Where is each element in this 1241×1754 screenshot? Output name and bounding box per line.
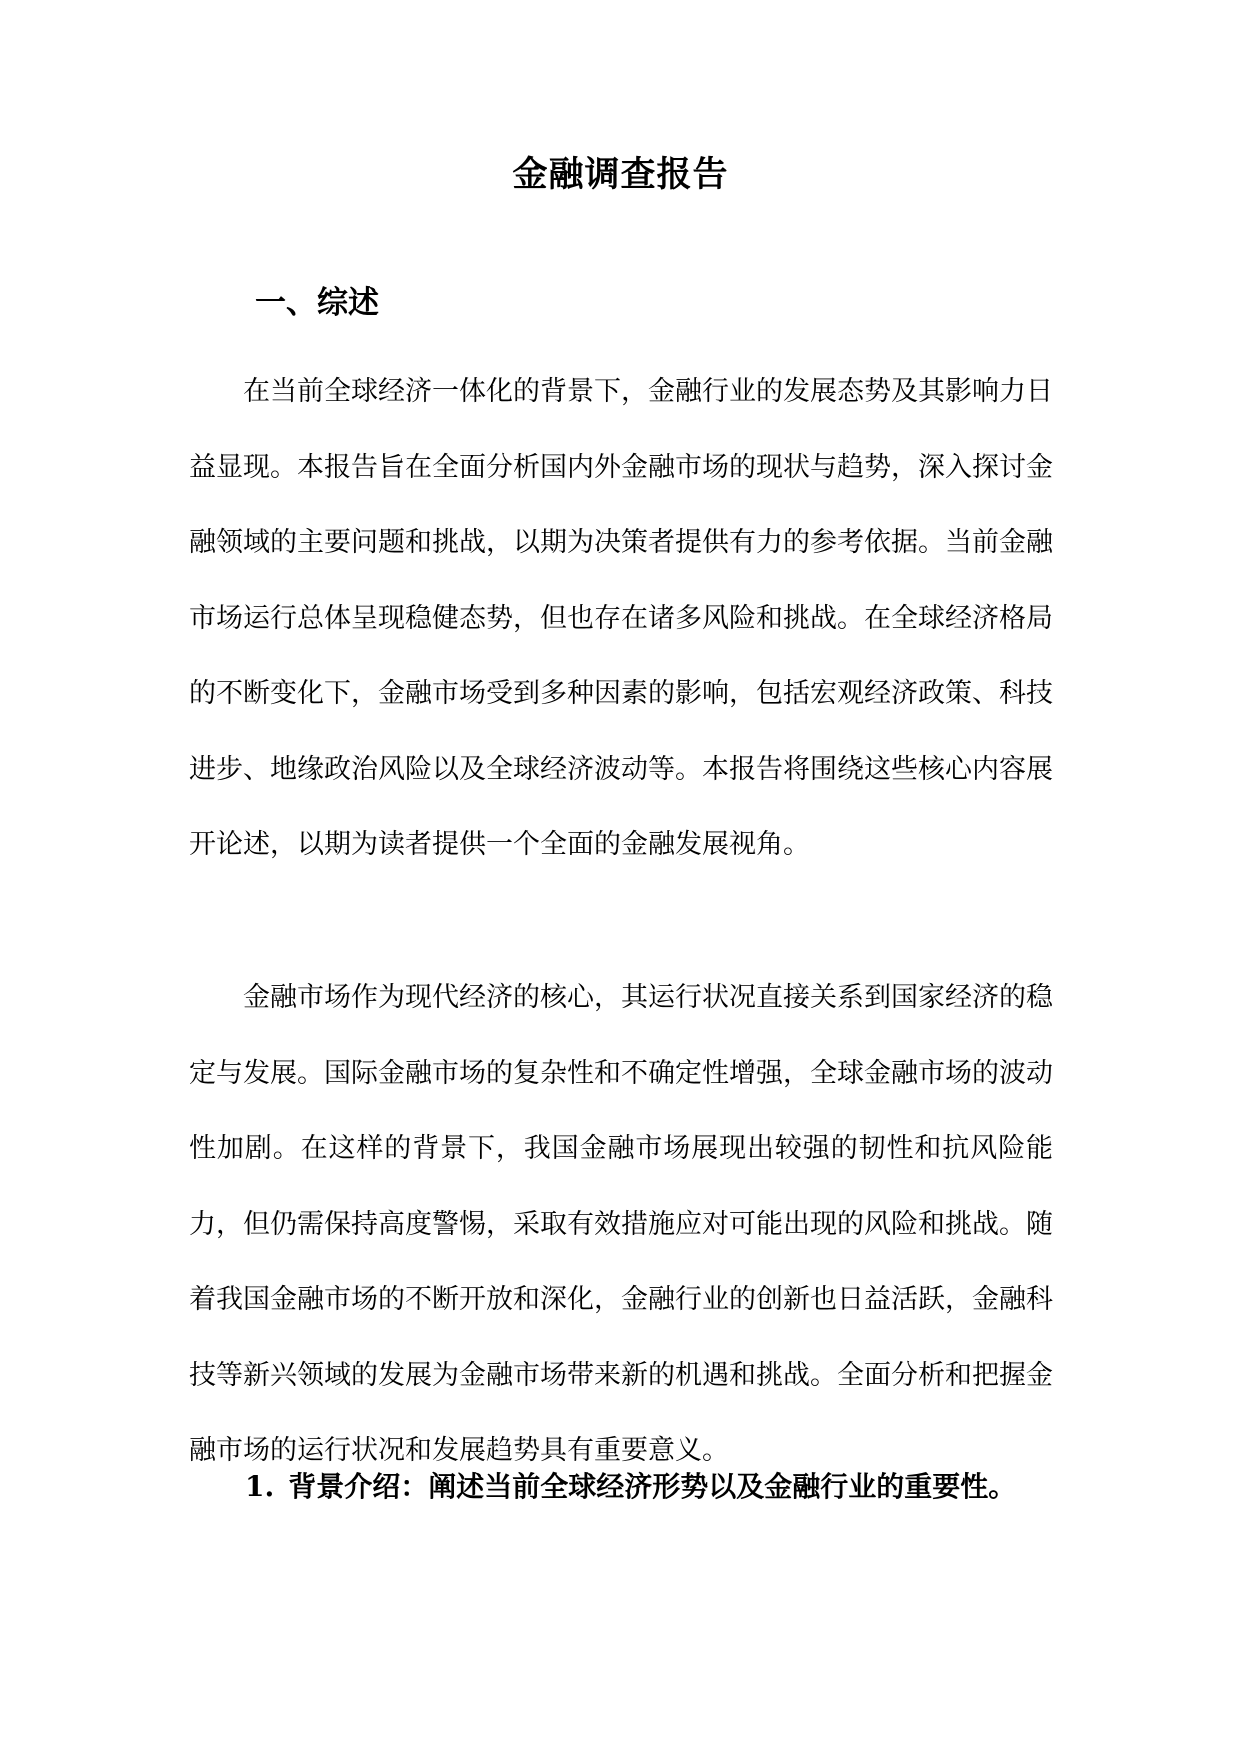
paragraph-overview: 在当前全球经济一体化的背景下，金融行业的发展态势及其影响力日益显现。本报告旨在全面分析国内外金融市场的现状与趋势，深入探讨金融领域的主要问题和挑战，以期为决策者提供有力的参考依据。当前金融市场运行总体呈现稳健态势，但也存在诸多风险和挑战。在全球经济格局的不断变化下，金融市场受到多种因素的影响，包括宏观经济政策、科技进步、地缘政治风险以及全球经济波动等。本报告将围绕这些核心内容展开论述，以期为读者提供一个全面的金融发展视角。 [189, 376, 1053, 860]
paragraph-market: 金融市场作为现代经济的核心，其运行状况直接关系到国家经济的稳定与发展。国际金融市场的复杂性和不确定性增强，全球金融市场的波动性加剧。在这样的背景下，我国金融市场展现出较强的韧性和抗风险能力，但仍需保持高度警惕，采取有效措施应对可能出现的风险和挑战。随着我国金融市场的不断开放和深化，金融行业的创新也日益活跃，金融科技等新兴领域的发展为金融市场带来新的机遇和挑战。全面分析和把握金融市场的运行状况和发展趋势具有重要意义。 [189, 982, 1053, 1466]
subsection-text: 背景介绍：阐述当前全球经济形势以及金融行业的重要性。 [288, 1470, 1017, 1503]
section-heading: 一、综述 [255, 285, 379, 321]
subsection-heading [245, 1462, 1016, 1512]
subsection-number: 1. [245, 1470, 275, 1503]
document-title: 金融调查报告 [512, 154, 729, 195]
